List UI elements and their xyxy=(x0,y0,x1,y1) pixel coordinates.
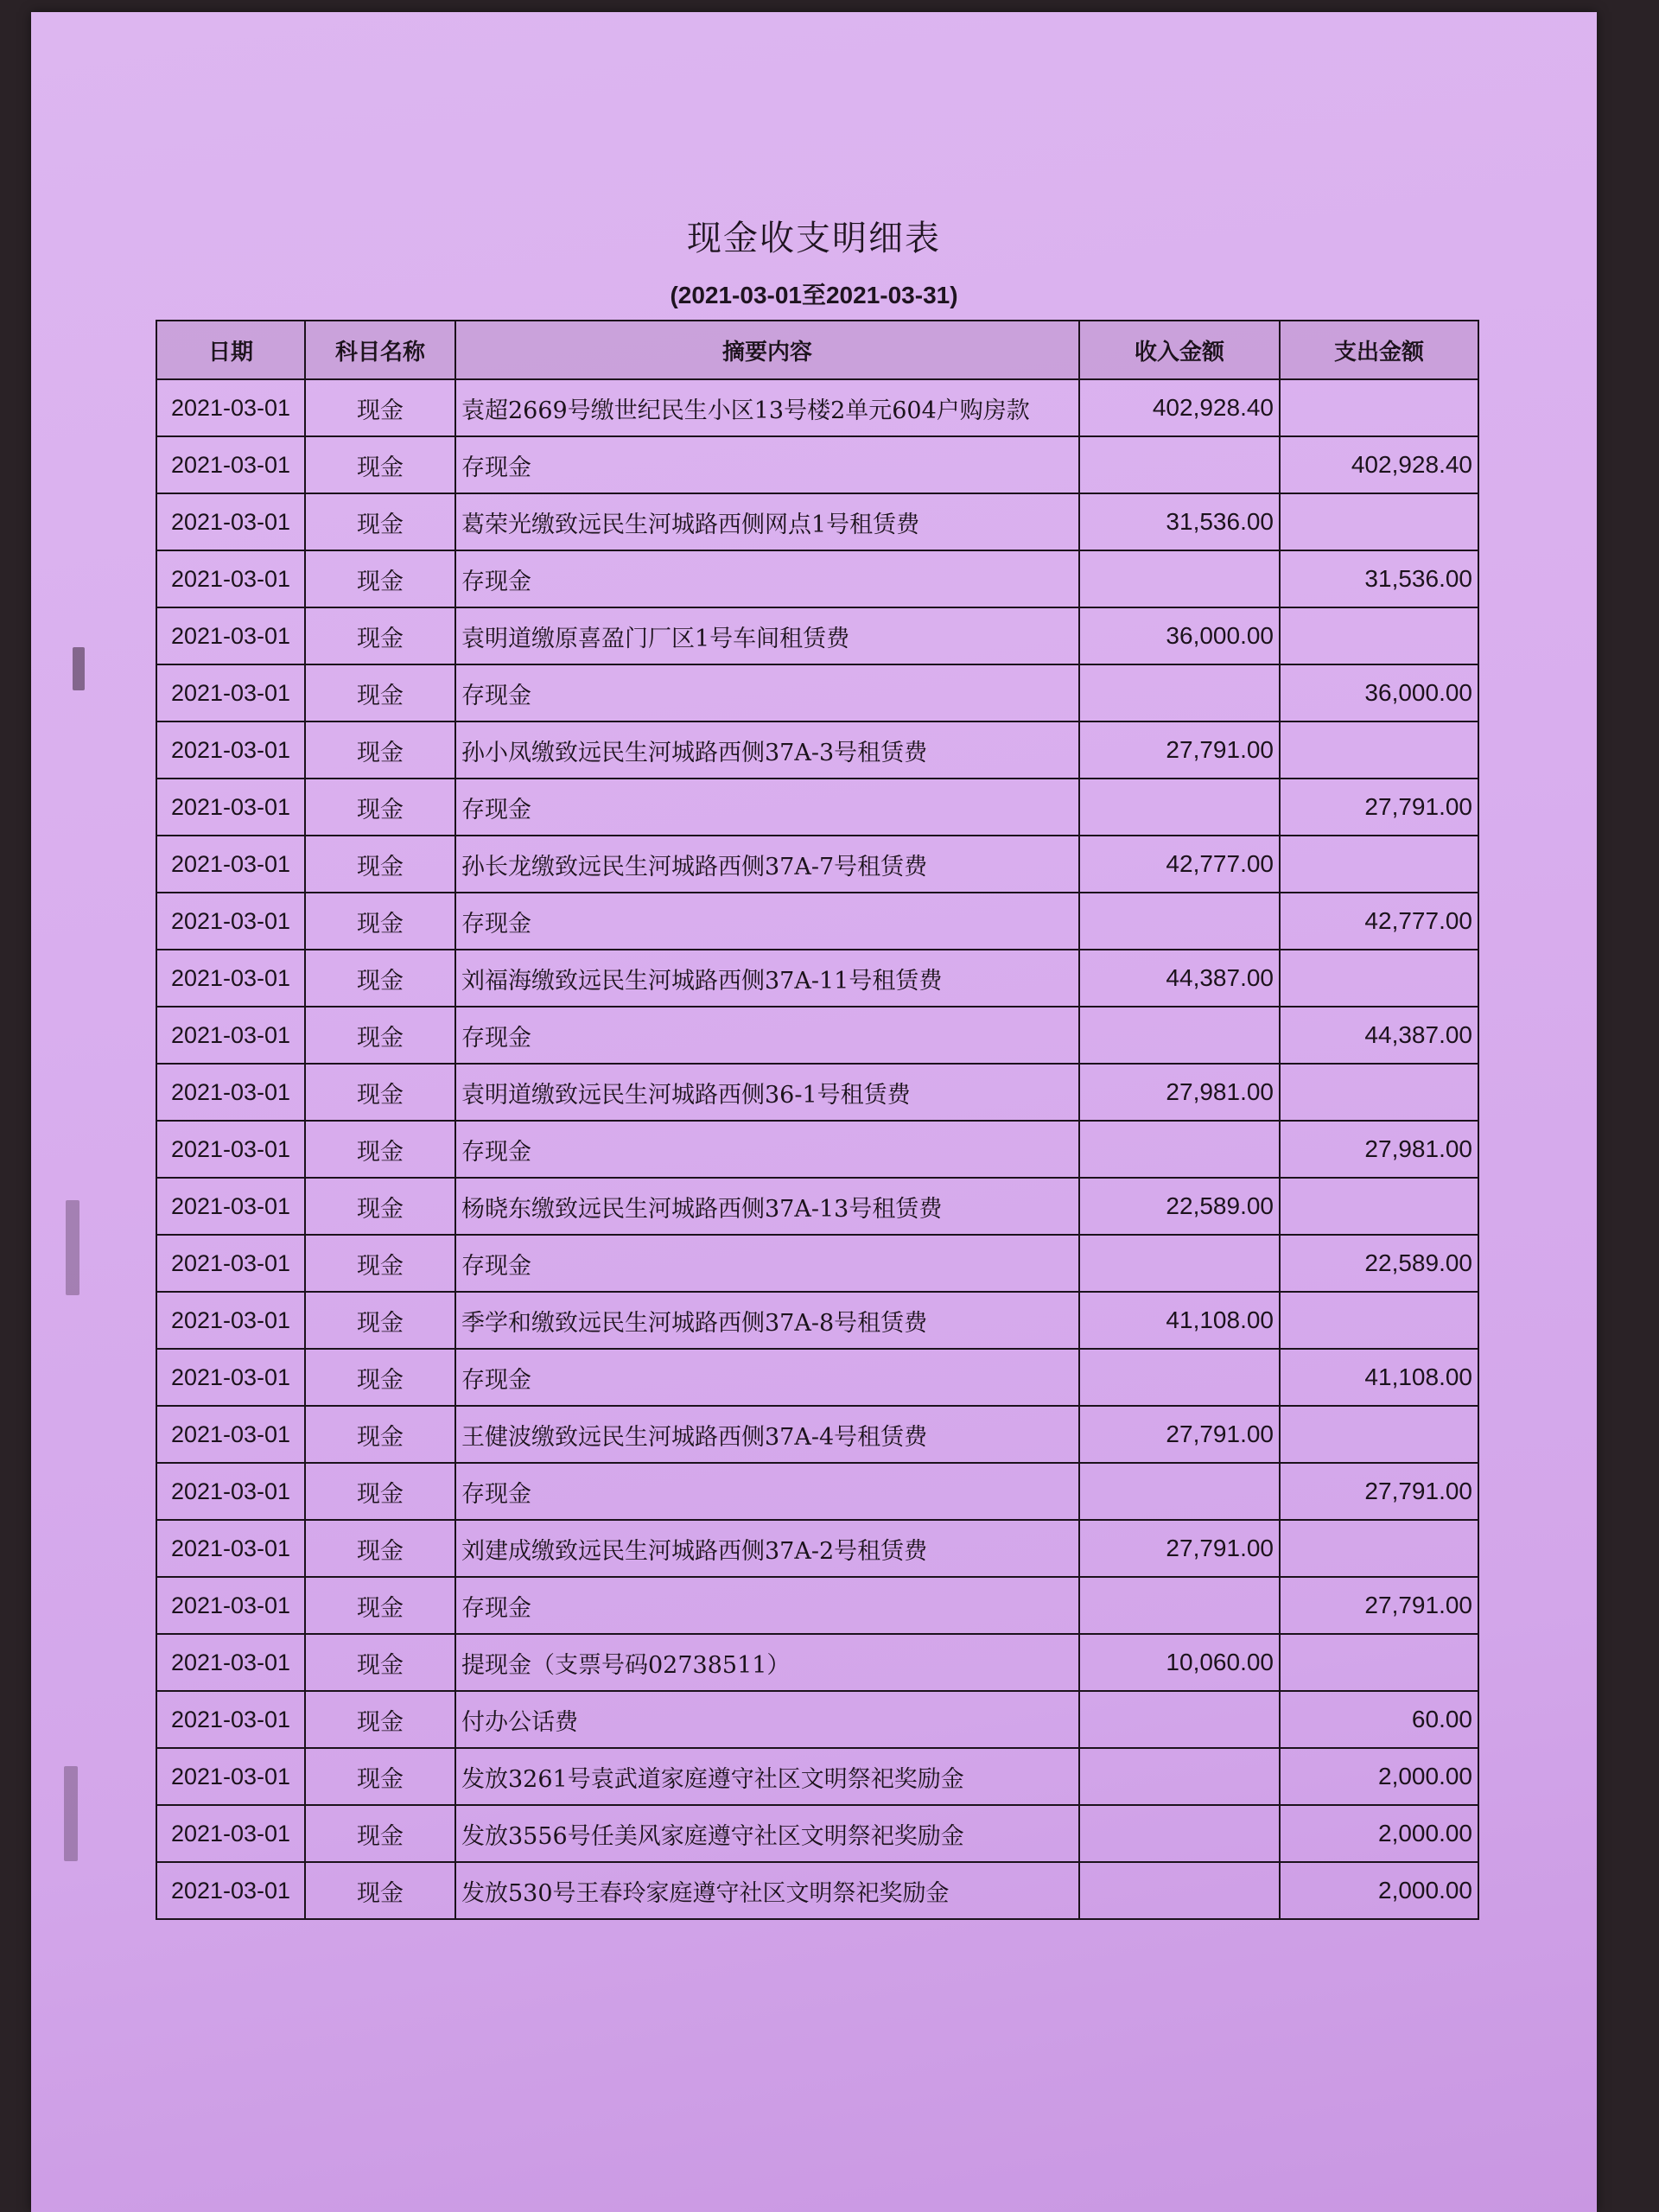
cell-subject: 现金 xyxy=(305,721,455,779)
cell-date: 2021-03-01 xyxy=(156,1235,305,1292)
cell-subject: 现金 xyxy=(305,1064,455,1121)
cell-expense xyxy=(1280,950,1478,1007)
cell-expense xyxy=(1280,1634,1478,1691)
cell-expense: 27,981.00 xyxy=(1280,1121,1478,1178)
cell-date: 2021-03-01 xyxy=(156,1463,305,1520)
cell-income xyxy=(1079,664,1280,721)
table-row xyxy=(156,1634,1478,1691)
cell-expense: 36,000.00 xyxy=(1280,664,1478,721)
cell-date: 2021-03-01 xyxy=(156,1691,305,1748)
cell-income: 27,981.00 xyxy=(1079,1064,1280,1121)
table-row xyxy=(156,1520,1478,1577)
cell-expense: 27,791.00 xyxy=(1280,1463,1478,1520)
table-row xyxy=(156,379,1478,436)
table-row xyxy=(156,1406,1478,1463)
cell-date: 2021-03-01 xyxy=(156,1349,305,1406)
cell-expense xyxy=(1280,379,1478,436)
cell-expense xyxy=(1280,1178,1478,1235)
cell-income xyxy=(1079,1235,1280,1292)
cell-date: 2021-03-01 xyxy=(156,1178,305,1235)
cell-subject: 现金 xyxy=(305,436,455,493)
cell-date: 2021-03-01 xyxy=(156,1862,305,1919)
document-period: (2021-03-01至2021-03-31) xyxy=(670,282,958,308)
cell-income: 27,791.00 xyxy=(1079,721,1280,779)
cell-summary: 发放3556号任美风家庭遵守社区文明祭祀奖励金 xyxy=(455,1805,1079,1862)
cell-expense: 2,000.00 xyxy=(1280,1862,1478,1919)
cell-subject: 现金 xyxy=(305,607,455,664)
cell-subject: 现金 xyxy=(305,950,455,1007)
table-row xyxy=(156,893,1478,950)
cell-subject: 现金 xyxy=(305,1520,455,1577)
cell-summary: 存现金 xyxy=(455,550,1079,607)
cell-date: 2021-03-01 xyxy=(156,1292,305,1349)
table-row xyxy=(156,664,1478,721)
table-row xyxy=(156,1577,1478,1634)
cell-expense: 44,387.00 xyxy=(1280,1007,1478,1064)
cell-date: 2021-03-01 xyxy=(156,1406,305,1463)
cell-date: 2021-03-01 xyxy=(156,1007,305,1064)
cell-summary: 存现金 xyxy=(455,893,1079,950)
cell-subject: 现金 xyxy=(305,779,455,836)
cell-subject: 现金 xyxy=(305,1862,455,1919)
scan-mark xyxy=(73,647,85,690)
cell-subject: 现金 xyxy=(305,1577,455,1634)
cell-income xyxy=(1079,1748,1280,1805)
table-row xyxy=(156,436,1478,493)
cell-summary: 孙长龙缴致远民生河城路西侧37A-7号租赁费 xyxy=(455,836,1079,893)
cell-subject: 现金 xyxy=(305,1406,455,1463)
cell-income xyxy=(1079,550,1280,607)
cell-date: 2021-03-01 xyxy=(156,893,305,950)
cell-summary: 存现金 xyxy=(455,1349,1079,1406)
column-header-date: 日期 xyxy=(156,321,305,379)
cell-expense xyxy=(1280,607,1478,664)
table-header-row xyxy=(156,321,1478,379)
cell-summary: 袁明道缴原喜盈门厂区1号车间租赁费 xyxy=(455,607,1079,664)
cell-subject: 现金 xyxy=(305,379,455,436)
cell-subject: 现金 xyxy=(305,1691,455,1748)
column-header-expense: 支出金额 xyxy=(1280,321,1478,379)
cell-income: 27,791.00 xyxy=(1079,1520,1280,1577)
cell-income: 36,000.00 xyxy=(1079,607,1280,664)
cell-subject: 现金 xyxy=(305,1235,455,1292)
table-row xyxy=(156,1235,1478,1292)
cell-summary: 袁明道缴致远民生河城路西侧36-1号租赁费 xyxy=(455,1064,1079,1121)
cell-subject: 现金 xyxy=(305,550,455,607)
cell-expense: 60.00 xyxy=(1280,1691,1478,1748)
cell-summary: 杨晓东缴致远民生河城路西侧37A-13号租赁费 xyxy=(455,1178,1079,1235)
table-row xyxy=(156,1121,1478,1178)
table-row xyxy=(156,721,1478,779)
cell-date: 2021-03-01 xyxy=(156,1577,305,1634)
cell-subject: 现金 xyxy=(305,1748,455,1805)
cell-expense xyxy=(1280,1064,1478,1121)
cell-income xyxy=(1079,1463,1280,1520)
table-row xyxy=(156,1463,1478,1520)
cell-income: 10,060.00 xyxy=(1079,1634,1280,1691)
cell-expense: 402,928.40 xyxy=(1280,436,1478,493)
cell-summary: 发放530号王春玲家庭遵守社区文明祭祀奖励金 xyxy=(455,1862,1079,1919)
cell-date: 2021-03-01 xyxy=(156,950,305,1007)
cell-income xyxy=(1079,1007,1280,1064)
cell-subject: 现金 xyxy=(305,1121,455,1178)
cell-summary: 存现金 xyxy=(455,436,1079,493)
cell-income: 31,536.00 xyxy=(1079,493,1280,550)
cell-summary: 存现金 xyxy=(455,779,1079,836)
cell-subject: 现金 xyxy=(305,1292,455,1349)
cell-date: 2021-03-01 xyxy=(156,1634,305,1691)
cell-subject: 现金 xyxy=(305,836,455,893)
document-title: 现金收支明细表 xyxy=(687,219,941,258)
table-row xyxy=(156,1691,1478,1748)
cell-date: 2021-03-01 xyxy=(156,436,305,493)
ledger-body xyxy=(156,379,1478,1919)
cell-expense: 27,791.00 xyxy=(1280,779,1478,836)
cell-expense xyxy=(1280,1292,1478,1349)
cell-summary: 存现金 xyxy=(455,1007,1079,1064)
table-row xyxy=(156,1748,1478,1805)
cell-income xyxy=(1079,1121,1280,1178)
cell-date: 2021-03-01 xyxy=(156,550,305,607)
cell-expense: 2,000.00 xyxy=(1280,1805,1478,1862)
cell-expense xyxy=(1280,721,1478,779)
cell-summary: 存现金 xyxy=(455,664,1079,721)
cell-date: 2021-03-01 xyxy=(156,493,305,550)
cell-date: 2021-03-01 xyxy=(156,721,305,779)
cell-date: 2021-03-01 xyxy=(156,379,305,436)
cell-expense xyxy=(1280,836,1478,893)
cell-income: 41,108.00 xyxy=(1079,1292,1280,1349)
table-row xyxy=(156,493,1478,550)
column-header-income: 收入金额 xyxy=(1079,321,1280,379)
table-row xyxy=(156,1292,1478,1349)
cell-subject: 现金 xyxy=(305,1805,455,1862)
cell-income xyxy=(1079,1862,1280,1919)
cell-income xyxy=(1079,1349,1280,1406)
cell-income xyxy=(1079,1805,1280,1862)
cell-income: 27,791.00 xyxy=(1079,1406,1280,1463)
cell-summary: 提现金（支票号码02738511） xyxy=(455,1634,1079,1691)
cell-income: 42,777.00 xyxy=(1079,836,1280,893)
cell-expense: 42,777.00 xyxy=(1280,893,1478,950)
cell-expense: 31,536.00 xyxy=(1280,550,1478,607)
cell-date: 2021-03-01 xyxy=(156,1064,305,1121)
scan-mark xyxy=(66,1200,79,1295)
cell-summary: 季学和缴致远民生河城路西侧37A-8号租赁费 xyxy=(455,1292,1079,1349)
cell-summary: 付办公话费 xyxy=(455,1691,1079,1748)
cell-income xyxy=(1079,779,1280,836)
table-row xyxy=(156,1007,1478,1064)
cell-income xyxy=(1079,1577,1280,1634)
table-row xyxy=(156,550,1478,607)
cell-expense: 41,108.00 xyxy=(1280,1349,1478,1406)
cell-summary: 存现金 xyxy=(455,1121,1079,1178)
paper-sheet xyxy=(31,12,1597,2212)
cell-expense: 22,589.00 xyxy=(1280,1235,1478,1292)
cell-subject: 现金 xyxy=(305,1007,455,1064)
table-row xyxy=(156,1805,1478,1862)
cell-summary: 刘福海缴致远民生河城路西侧37A-11号租赁费 xyxy=(455,950,1079,1007)
table-row xyxy=(156,836,1478,893)
table-row xyxy=(156,950,1478,1007)
cash-ledger-table xyxy=(156,320,1479,1920)
table-row xyxy=(156,1178,1478,1235)
cell-subject: 现金 xyxy=(305,893,455,950)
cell-summary: 发放3261号袁武道家庭遵守社区文明祭祀奖励金 xyxy=(455,1748,1079,1805)
cell-subject: 现金 xyxy=(305,664,455,721)
table-row xyxy=(156,779,1478,836)
cell-subject: 现金 xyxy=(305,1463,455,1520)
table-row xyxy=(156,1349,1478,1406)
cell-income: 22,589.00 xyxy=(1079,1178,1280,1235)
cell-summary: 王健波缴致远民生河城路西侧37A-4号租赁费 xyxy=(455,1406,1079,1463)
cell-expense: 27,791.00 xyxy=(1280,1577,1478,1634)
cell-date: 2021-03-01 xyxy=(156,664,305,721)
cell-expense xyxy=(1280,493,1478,550)
cell-subject: 现金 xyxy=(305,493,455,550)
cell-date: 2021-03-01 xyxy=(156,1121,305,1178)
cell-income xyxy=(1079,893,1280,950)
cell-summary: 刘建成缴致远民生河城路西侧37A-2号租赁费 xyxy=(455,1520,1079,1577)
cell-summary: 葛荣光缴致远民生河城路西侧网点1号租赁费 xyxy=(455,493,1079,550)
cell-expense xyxy=(1280,1520,1478,1577)
cell-date: 2021-03-01 xyxy=(156,836,305,893)
cell-summary: 存现金 xyxy=(455,1463,1079,1520)
cell-expense xyxy=(1280,1406,1478,1463)
cell-date: 2021-03-01 xyxy=(156,1748,305,1805)
table-row xyxy=(156,607,1478,664)
column-header-subject: 科目名称 xyxy=(305,321,455,379)
cell-date: 2021-03-01 xyxy=(156,779,305,836)
cell-date: 2021-03-01 xyxy=(156,1520,305,1577)
scan-mark xyxy=(64,1766,78,1861)
cell-subject: 现金 xyxy=(305,1349,455,1406)
cell-expense: 2,000.00 xyxy=(1280,1748,1478,1805)
table-row xyxy=(156,1064,1478,1121)
cell-date: 2021-03-01 xyxy=(156,1805,305,1862)
cell-summary: 存现金 xyxy=(455,1235,1079,1292)
cell-income: 44,387.00 xyxy=(1079,950,1280,1007)
cell-subject: 现金 xyxy=(305,1634,455,1691)
cell-income xyxy=(1079,1691,1280,1748)
cell-income xyxy=(1079,436,1280,493)
cell-summary: 存现金 xyxy=(455,1577,1079,1634)
cell-income: 402,928.40 xyxy=(1079,379,1280,436)
table-row xyxy=(156,1862,1478,1919)
cell-summary: 袁超2669号缴世纪民生小区13号楼2单元604户购房款 xyxy=(455,379,1079,436)
cell-subject: 现金 xyxy=(305,1178,455,1235)
column-header-summary: 摘要内容 xyxy=(455,321,1079,379)
cell-summary: 孙小凤缴致远民生河城路西侧37A-3号租赁费 xyxy=(455,721,1079,779)
cell-date: 2021-03-01 xyxy=(156,607,305,664)
